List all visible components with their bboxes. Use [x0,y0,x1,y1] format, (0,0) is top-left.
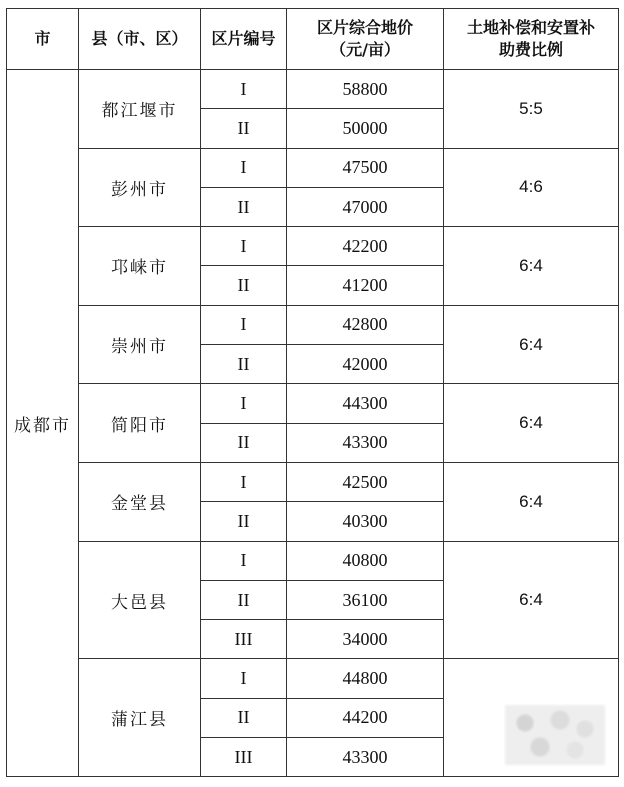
land-price-table [6,8,619,777]
header-row [7,9,619,70]
land-price-cell: 42000 [287,345,444,384]
land-price-cell: 43300 [287,738,444,777]
zone-number-cell: III [201,620,287,659]
land-price-cell: 40800 [287,541,444,580]
land-price-cell: 50000 [287,109,444,148]
compensation-ratio-cell: 6:4 [444,305,619,384]
table-row [7,305,619,344]
zone-number-cell: II [201,423,287,462]
land-price-cell: 42200 [287,227,444,266]
land-price-cell: 44800 [287,659,444,698]
land-price-cell: 43300 [287,423,444,462]
header-ratio-line1: 土地补偿和安置补 [466,18,595,37]
land-price-cell: 42800 [287,305,444,344]
header-ratio-line2: 助费比例 [498,40,563,59]
land-price-cell: 42500 [287,462,444,501]
county-cell: 大邑县 [79,541,201,659]
zone-number-cell: II [201,266,287,305]
zone-number-cell: I [201,70,287,109]
land-price-cell: 44300 [287,384,444,423]
county-cell: 邛崃市 [79,227,201,306]
county-cell: 彭州市 [79,148,201,227]
table-row [7,541,619,580]
header-composite-land-price [287,9,444,70]
zone-number-cell: III [201,738,287,777]
land-price-cell: 36100 [287,580,444,619]
zone-number-cell: I [201,462,287,501]
table-row [7,384,619,423]
zone-number-cell: I [201,305,287,344]
zone-number-cell: I [201,659,287,698]
header-price-line1: 区片综合地价 [316,18,413,37]
blurred-watermark [505,705,605,765]
zone-number-cell: I [201,541,287,580]
land-price-cell: 58800 [287,70,444,109]
header-zone-number: 区片编号 [201,9,287,70]
zone-number-cell: II [201,502,287,541]
zone-number-cell: II [201,345,287,384]
table-row [7,462,619,501]
city-cell: 成都市 [7,70,79,777]
compensation-ratio-cell: 6:4 [444,541,619,659]
table-row [7,148,619,187]
header-price-line2: （元/亩） [330,40,400,59]
compensation-ratio-cell: 6:4 [444,462,619,541]
compensation-ratio-cell: 5:5 [444,70,619,149]
zone-number-cell: II [201,109,287,148]
zone-number-cell: I [201,227,287,266]
county-cell: 简阳市 [79,384,201,463]
zone-number-cell: I [201,384,287,423]
table-row [7,659,619,698]
land-price-cell: 40300 [287,502,444,541]
table-row [7,70,619,109]
header-compensation-ratio [444,9,619,70]
header-city: 市 [7,9,79,70]
zone-number-cell: II [201,698,287,737]
compensation-ratio-cell: 6:4 [444,227,619,306]
county-cell: 都江堰市 [79,70,201,149]
land-price-cell: 47000 [287,187,444,226]
zone-number-cell: I [201,148,287,187]
zone-number-cell: II [201,580,287,619]
header-county: 县（市、区） [79,9,201,70]
table-row [7,227,619,266]
land-price-cell: 34000 [287,620,444,659]
zone-number-cell: II [201,187,287,226]
county-cell: 崇州市 [79,305,201,384]
county-cell: 金堂县 [79,462,201,541]
county-cell: 蒲江县 [79,659,201,777]
land-price-cell: 41200 [287,266,444,305]
compensation-ratio-cell: 6:4 [444,384,619,463]
compensation-ratio-cell: 4:6 [444,148,619,227]
land-price-cell: 44200 [287,698,444,737]
land-price-cell: 47500 [287,148,444,187]
